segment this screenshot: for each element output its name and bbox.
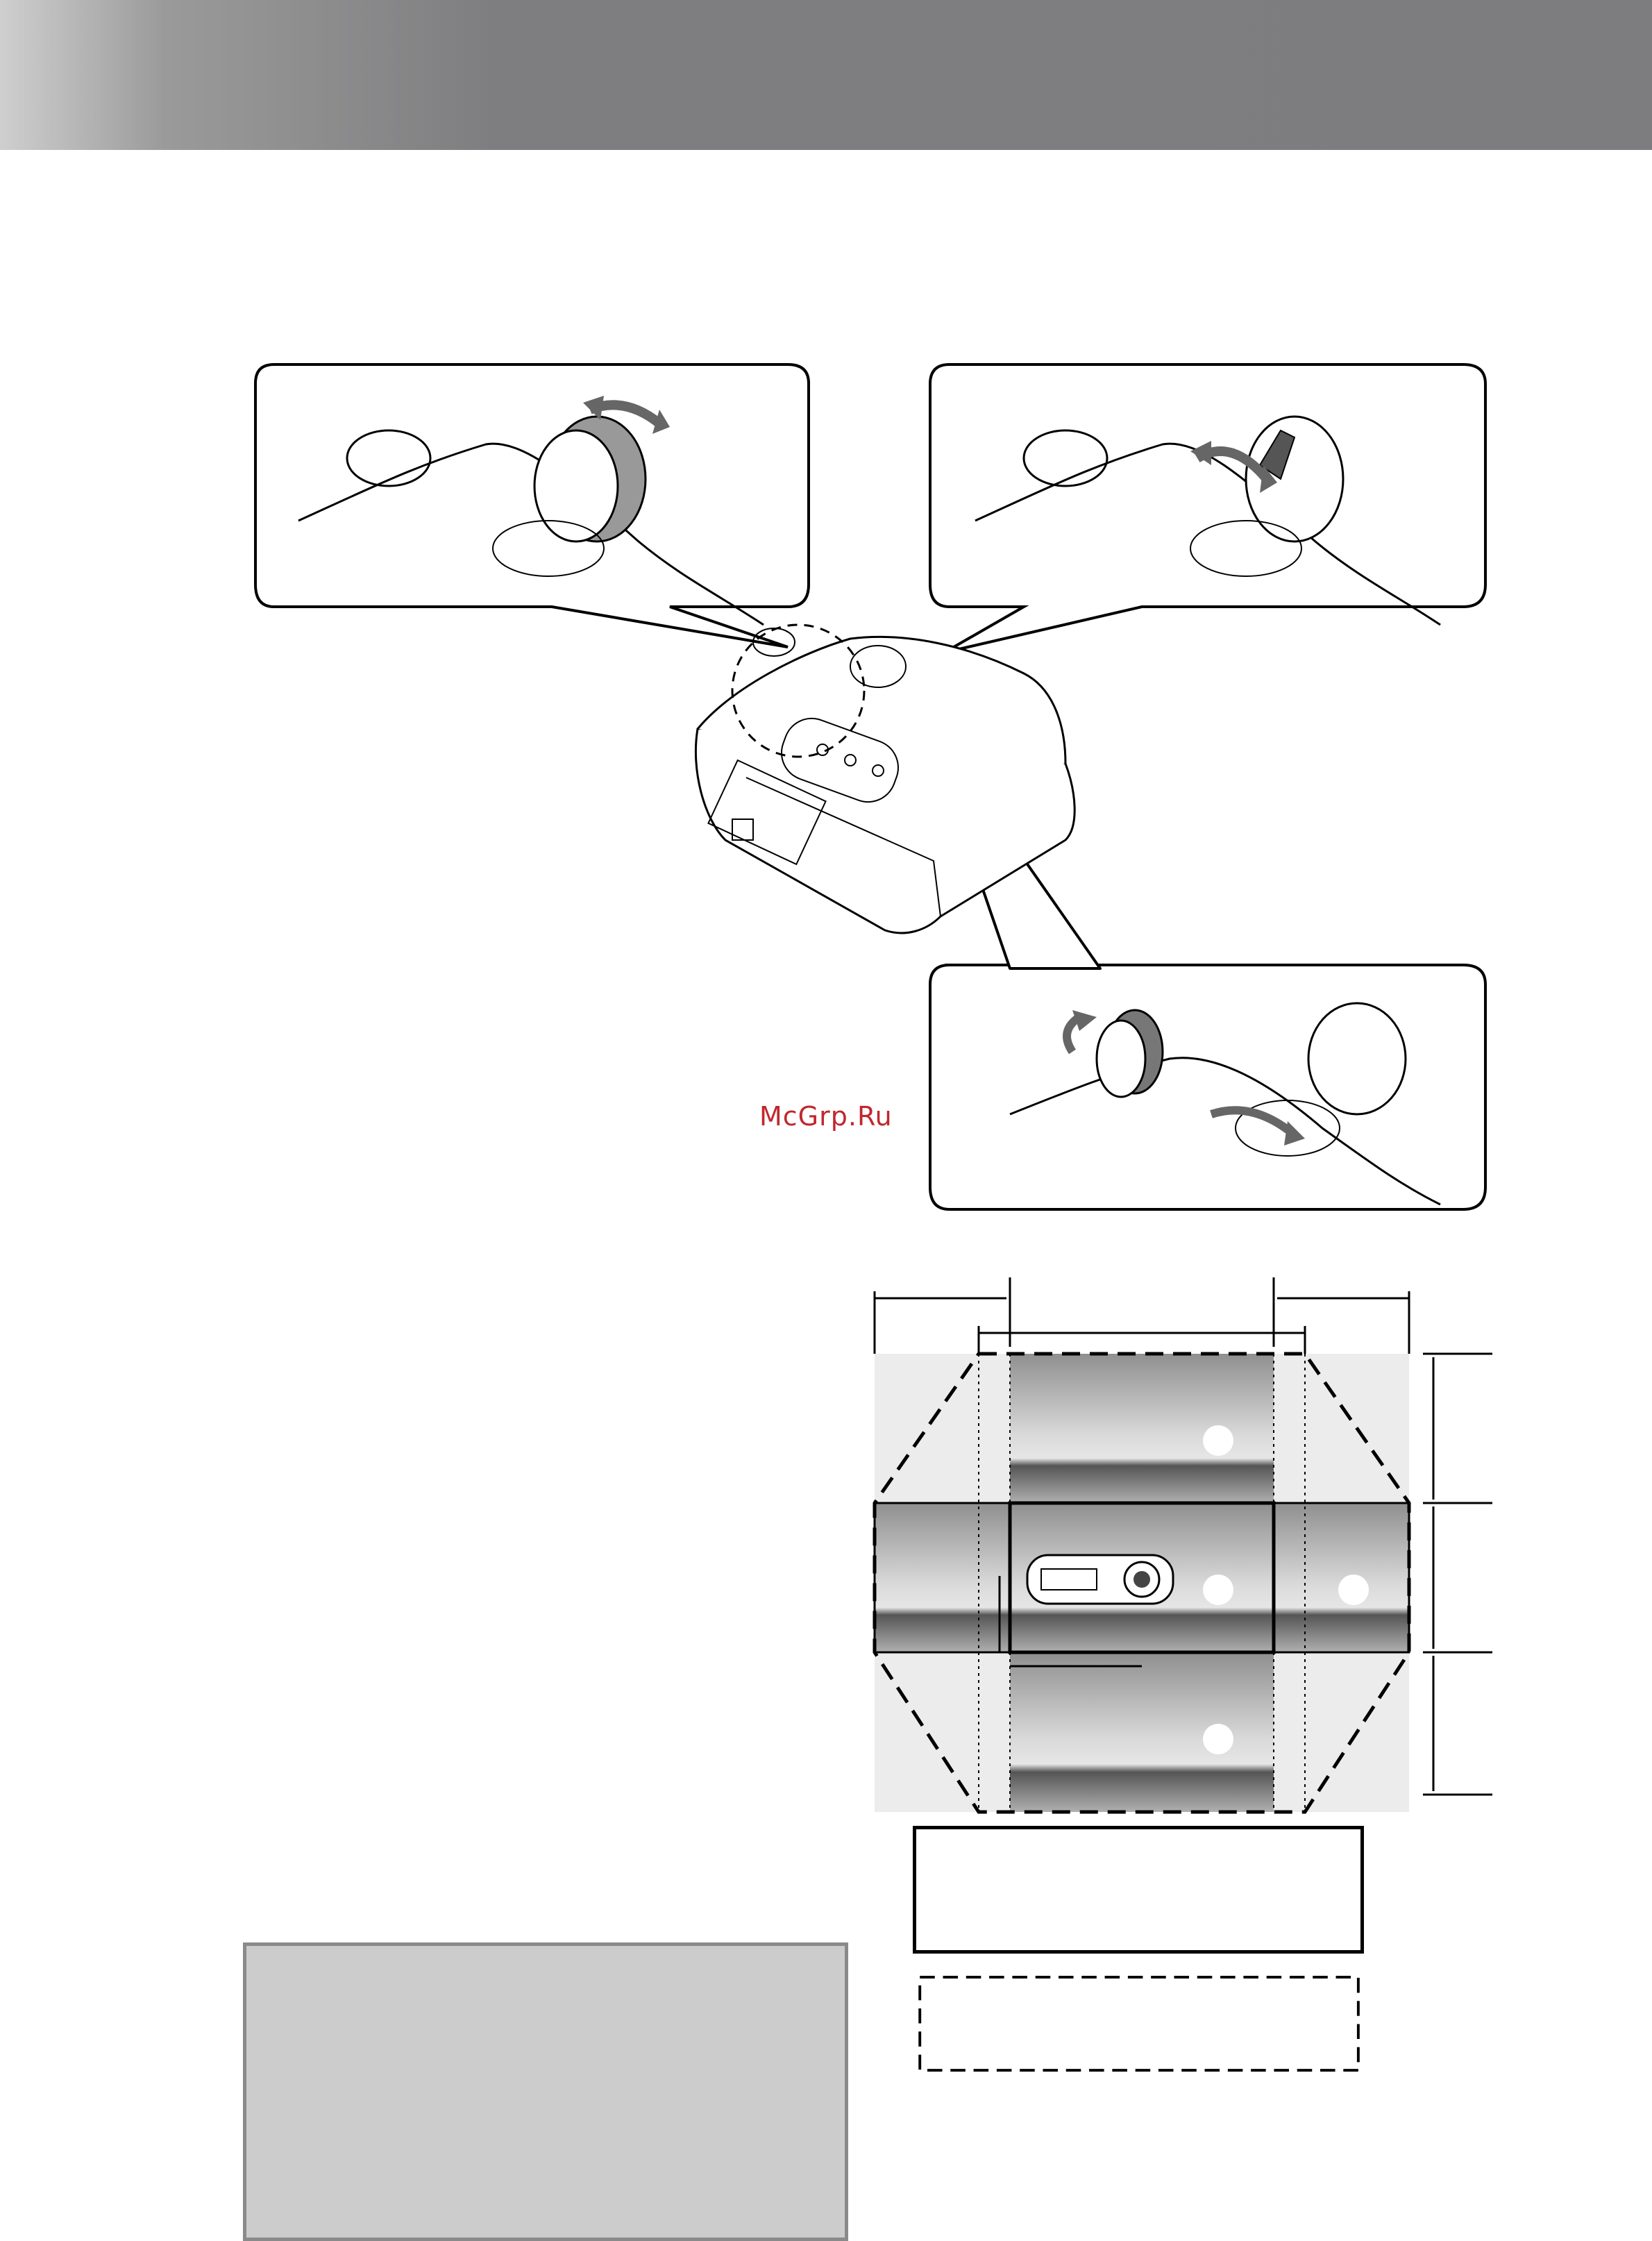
sunset-seascape xyxy=(1010,1354,1274,1503)
callout-top-left xyxy=(250,361,951,653)
header-bar xyxy=(0,0,1652,150)
projector-icon xyxy=(1027,1555,1173,1604)
dashed-frame-icon xyxy=(915,1975,1366,2074)
projector-icon xyxy=(677,611,1093,937)
watermark-text: McGrp.Ru xyxy=(759,1101,893,1132)
callout-top-right xyxy=(927,361,1489,653)
solid-frame-icon xyxy=(913,1826,1364,1954)
lens-shift-range-icon xyxy=(868,1277,1506,1805)
callout-bottom-right xyxy=(927,962,1489,1218)
note-box xyxy=(243,1942,848,2241)
